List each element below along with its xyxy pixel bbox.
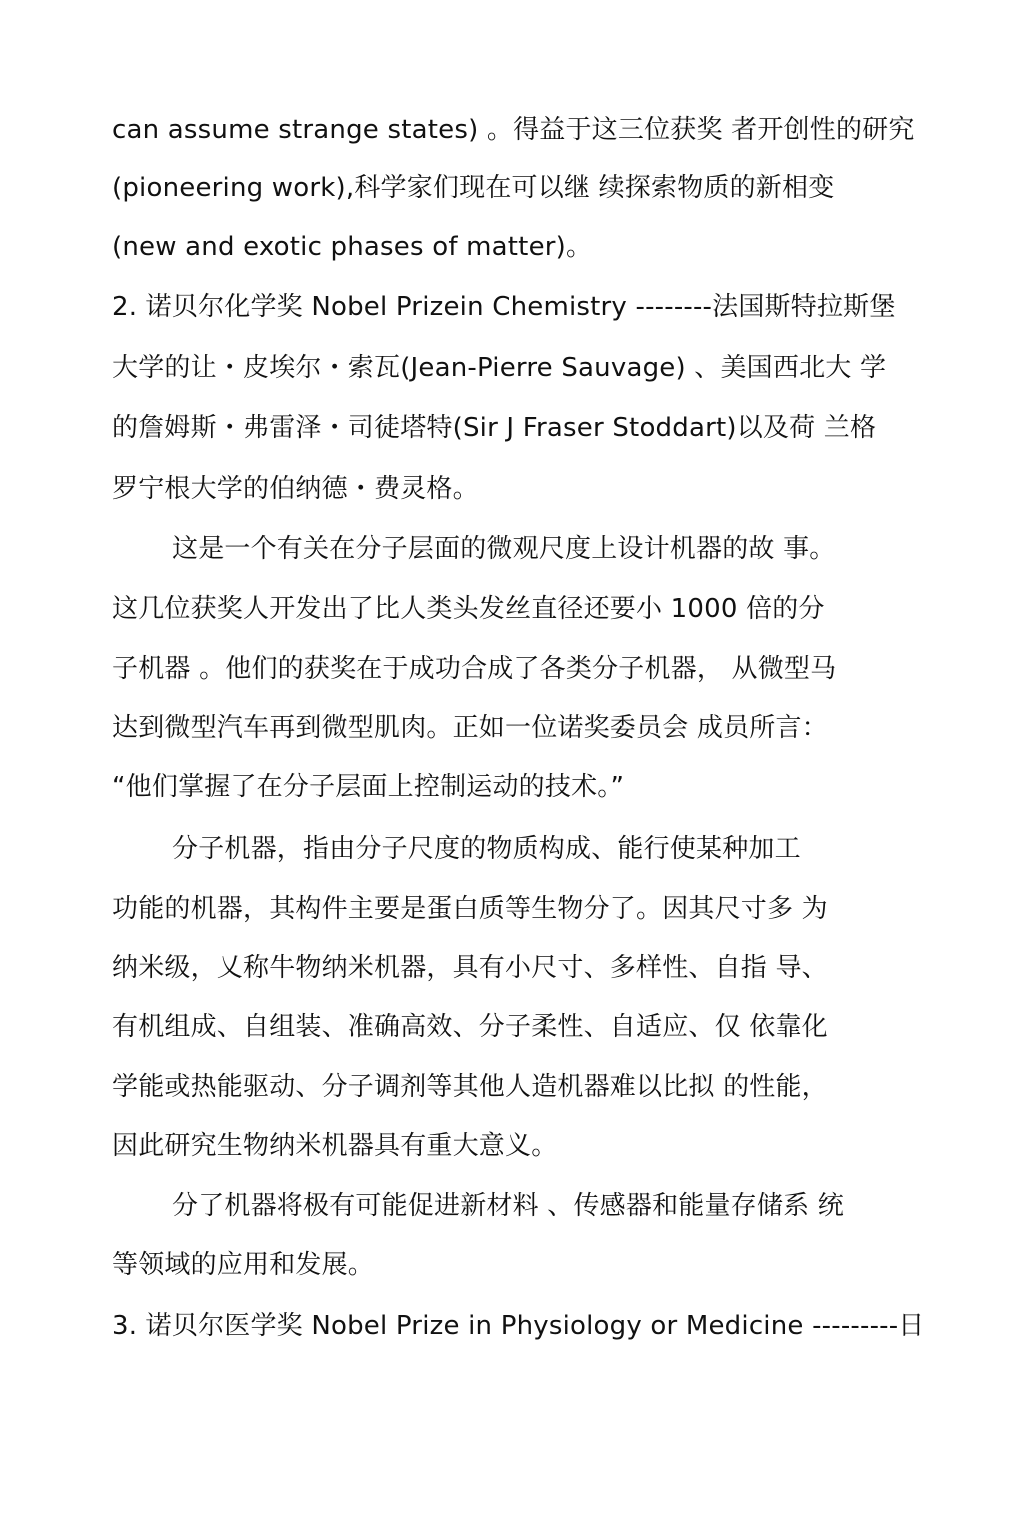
text-line: (new and exotic phases of matter)。 (112, 232, 593, 262)
text-line: 因此研究生物纳米机器具有重大意义。 (112, 1131, 558, 1161)
section-heading-medicine: 3. 诺贝尔医学奖 Nobel Prize in Physiology or Medicine ---------日 (112, 1311, 925, 1341)
paragraph-start: 分子机器，指由分子尺度的物质构成、能行使某种加工 (172, 834, 801, 864)
paragraph-start: 分了机器将极有可能促进新材料 、传感器和能量存储系 统 (172, 1191, 844, 1221)
text-line: 这几位获奖人开发出了比人类头发丝直径还要小 1000 倍的分 (112, 594, 825, 624)
text-line: 罗宁根大学的伯纳德・费灵格。 (112, 474, 479, 504)
text-line: 纳米级，乂称牛物纳米机器，具有小尺寸、多样性、自指 导、 (112, 953, 828, 983)
text-line: 功能的机器，其构件主要是蛋白质等生物分了。因其尺寸多 为 (112, 894, 828, 924)
quote-line: “他们掌握了在分子层面上控制运动的技术。” (112, 772, 625, 802)
text-line: can assume strange states) 。得益于这三位获奖 者开创性的研究 (112, 115, 915, 145)
text-line: 学能或热能驱动、分子调剂等其他人造机器难以比拟 的性能， (112, 1072, 828, 1102)
text-line: 等领域的应用和发展。 (112, 1250, 375, 1280)
section-heading-chemistry: 2. 诺贝尔化学奖 Nobel Prizein Chemistry --------法国斯特拉斯堡 (112, 292, 896, 322)
text-line: 有机组成、自组装、准确高效、分子柔性、自适应、仅 依靠化 (112, 1012, 828, 1042)
text-line: 达到微型汽车再到微型肌肉。正如一位诺奖委员会 成员所言： (112, 713, 828, 743)
paragraph-start: 这是一个有关在分子层面的微观尺度上设计机器的故 事。 (172, 534, 836, 564)
text-line: 的詹姆斯・弗雷泽・司徒塔特(Sir J Fraser Stoddart)以及荷 兰格 (112, 413, 877, 443)
text-line: 大学的让・皮埃尔・索瓦(Jean-Pierre Sauvage) 、美国西北大 学 (112, 353, 887, 383)
text-line: 子机器 。他们的获奖在于成功合成了各类分子机器， 从微型马 (112, 654, 837, 684)
text-line: (pioneering work),科学家们现在可以继 续探索物质的新相变 (112, 173, 835, 203)
